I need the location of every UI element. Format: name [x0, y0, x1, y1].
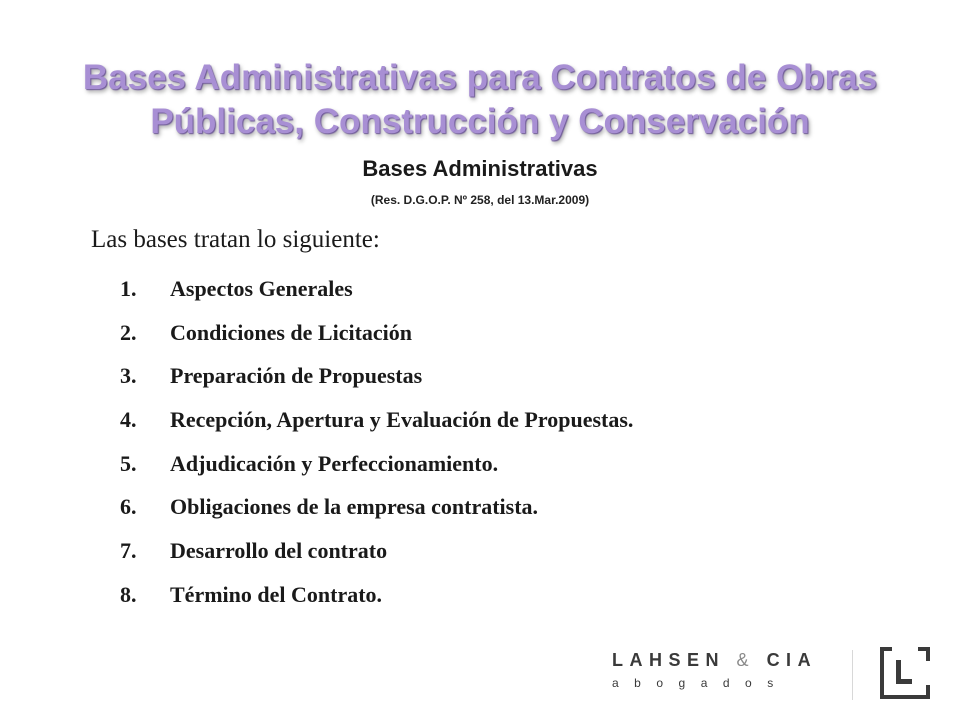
logo-divider	[852, 650, 853, 700]
list-item	[120, 447, 633, 491]
list-item	[120, 359, 633, 403]
list-item-number: 2.	[120, 319, 137, 345]
bracket-l-logo-icon	[880, 647, 930, 699]
topics-list	[120, 272, 633, 622]
resolution-reference: (Res. D.G.O.P. Nº 258, del 13.Mar.2009)	[370, 193, 590, 207]
list-item	[120, 272, 633, 316]
intro-text: Las bases tratan lo siguiente:	[91, 226, 380, 253]
list-item-number: 5.	[120, 450, 137, 476]
list-item-number: 7.	[120, 538, 137, 564]
slide-subtitle: Bases Administrativas	[362, 156, 598, 181]
list-item-text: Preparación de Propuestas	[170, 363, 423, 389]
list-item	[120, 534, 633, 578]
list-item	[120, 578, 633, 622]
list-item	[120, 316, 633, 360]
list-item-text: Recepción, Apertura y Evaluación de Propuestas.	[170, 407, 634, 433]
company-name-part-2: CIA	[766, 650, 818, 670]
company-logo-text	[612, 648, 817, 692]
list-item-text: Aspectos Generales	[170, 276, 353, 301]
list-item-number: 8.	[120, 581, 137, 607]
slide-title	[0, 56, 960, 144]
list-item-text: Desarrollo del contrato	[170, 538, 388, 564]
company-tagline: abogados	[612, 676, 789, 690]
slide-title-line-1: Bases Administrativas para Contratos de Obras	[82, 58, 878, 97]
list-item-number: 1.	[120, 276, 137, 301]
list-item	[120, 490, 633, 534]
company-name-part-1: LAHSEN	[612, 650, 726, 670]
list-item-number: 4.	[120, 407, 137, 433]
slide-title-line-2: Públicas, Construcción y Conservación	[150, 102, 810, 141]
list-item	[120, 403, 633, 447]
list-item-text: Adjudicación y Perfeccionamiento.	[170, 450, 499, 476]
list-item-text: Obligaciones de la empresa contratista.	[170, 494, 539, 520]
list-item-number: 3.	[120, 363, 137, 389]
list-item-number: 6.	[120, 494, 137, 520]
list-item-text: Condiciones de Licitación	[170, 319, 413, 345]
company-ampersand: &	[736, 650, 756, 670]
list-item-text: Término del Contrato.	[170, 581, 383, 607]
company-name	[612, 648, 817, 672]
